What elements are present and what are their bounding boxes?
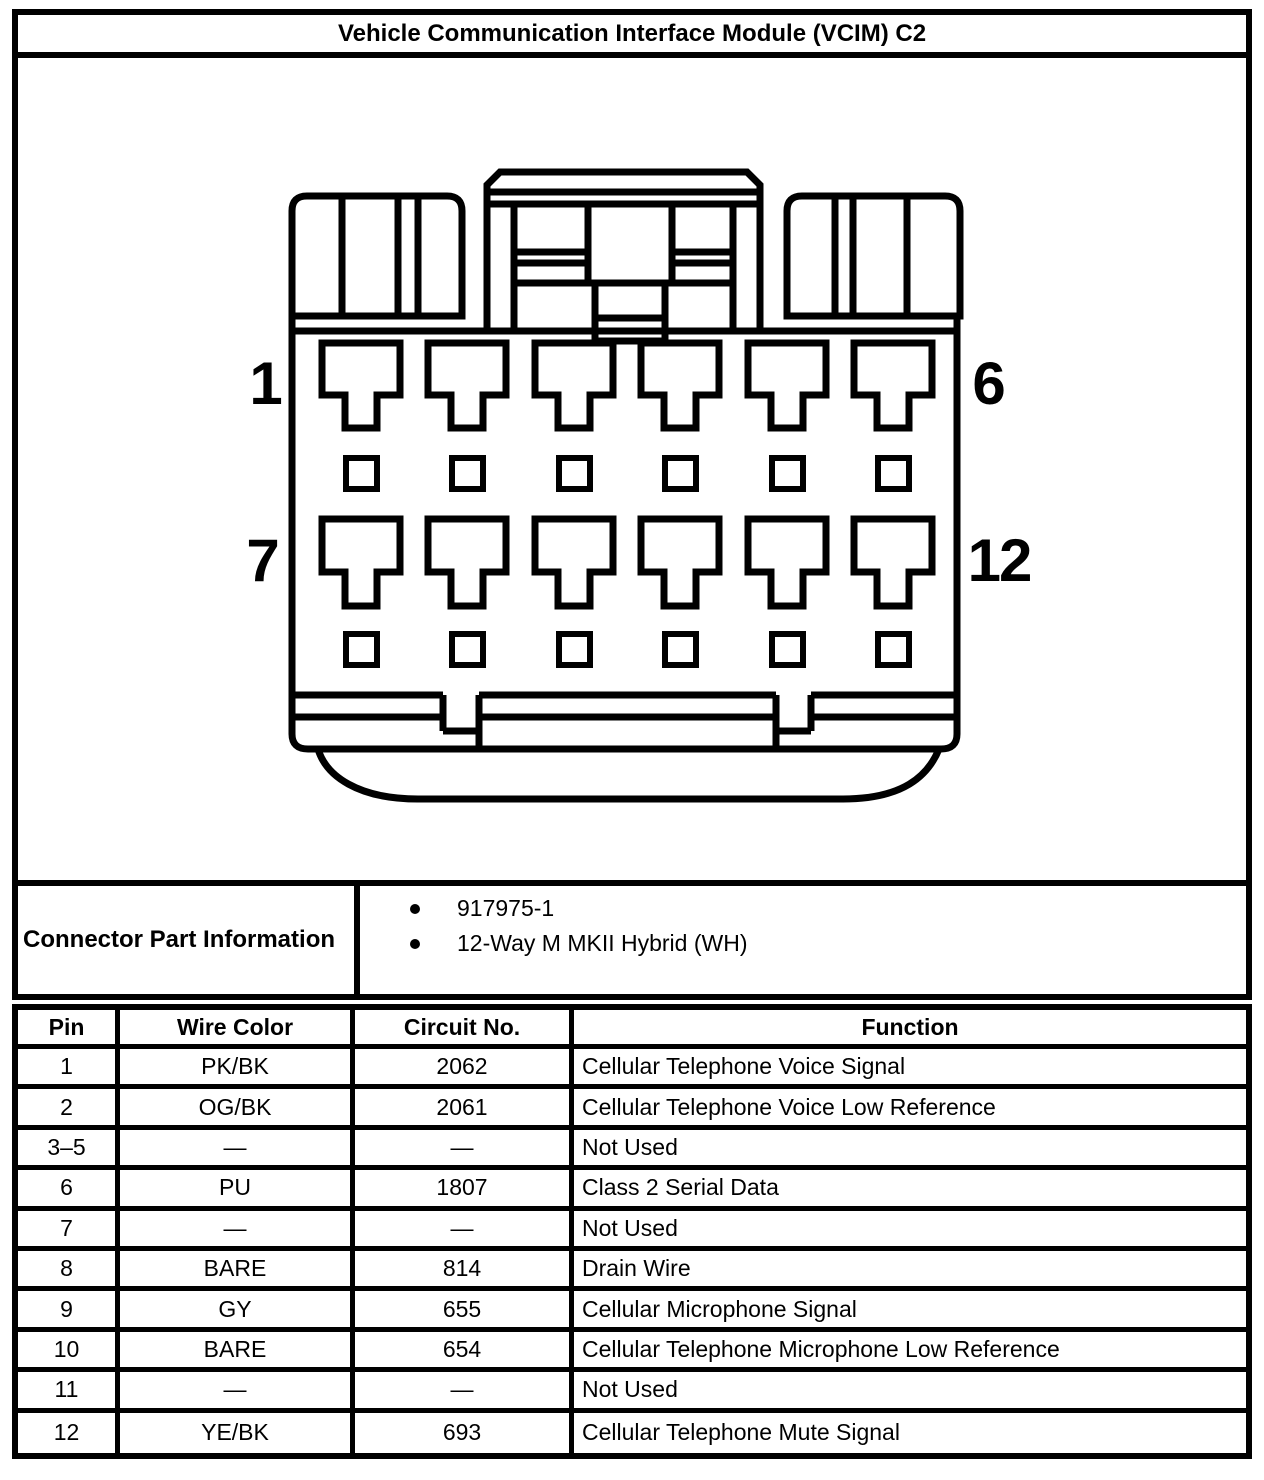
- function-cell: Cellular Microphone Signal: [574, 1291, 1246, 1331]
- wire-color-cell: —: [120, 1372, 355, 1412]
- part-info-item: [360, 891, 1246, 926]
- function-cell: Cellular Telephone Microphone Low Reference: [574, 1332, 1246, 1372]
- function-cell: Class 2 Serial Data: [574, 1170, 1246, 1210]
- pinout-table: [12, 1004, 1252, 1459]
- bullet-icon: [410, 904, 420, 914]
- pin-cell: 8: [18, 1251, 120, 1291]
- circuit-cell: 2061: [355, 1089, 574, 1129]
- wire-color-cell: —: [120, 1130, 355, 1170]
- part-number: 917975-1: [457, 895, 555, 921]
- pin-cell: 2: [18, 1089, 120, 1129]
- pin-cell: 11: [18, 1372, 120, 1412]
- col-header-wire-color: Wire Color: [120, 1010, 355, 1049]
- wire-color-cell: PK/BK: [120, 1049, 355, 1089]
- col-header-function: Function: [574, 1010, 1246, 1049]
- circuit-cell: 655: [355, 1291, 574, 1331]
- circuit-cell: 2062: [355, 1049, 574, 1089]
- pin-cell: 12: [18, 1413, 120, 1453]
- wire-color-cell: PU: [120, 1170, 355, 1210]
- circuit-cell: 693: [355, 1413, 574, 1453]
- pin-cell: 6: [18, 1170, 120, 1210]
- pin-cell: 1: [18, 1049, 120, 1089]
- function-cell: Not Used: [574, 1372, 1246, 1412]
- pin-cell: 3–5: [18, 1130, 120, 1170]
- diagram-panel: [12, 9, 1252, 886]
- function-cell: Cellular Telephone Voice Low Reference: [574, 1089, 1246, 1129]
- page-title: Vehicle Communication Interface Module (VCIM) C2: [18, 15, 1246, 58]
- pin-cell: 9: [18, 1291, 120, 1331]
- function-cell: Drain Wire: [574, 1251, 1246, 1291]
- connector-pin7-label: 7: [246, 527, 278, 594]
- circuit-cell: 814: [355, 1251, 574, 1291]
- bullet-icon: [410, 939, 420, 949]
- pin-cell: 10: [18, 1332, 120, 1372]
- wire-color-cell: YE/BK: [120, 1413, 355, 1453]
- connector-pin6-label: 6: [972, 350, 1004, 417]
- function-cell: Not Used: [574, 1130, 1246, 1170]
- wire-color-cell: OG/BK: [120, 1089, 355, 1129]
- part-info-list: [360, 886, 1246, 994]
- circuit-cell: 654: [355, 1332, 574, 1372]
- col-header-circuit-no: Circuit No.: [355, 1010, 574, 1049]
- circuit-cell: —: [355, 1130, 574, 1170]
- connector-type: 12-Way M MKII Hybrid (WH): [457, 930, 748, 956]
- part-info-item: [360, 926, 1246, 961]
- circuit-cell: —: [355, 1372, 574, 1412]
- wire-color-cell: GY: [120, 1291, 355, 1331]
- connector-pin1-label: 1: [249, 350, 281, 417]
- function-cell: Cellular Telephone Voice Signal: [574, 1049, 1246, 1089]
- connector-pin12-label: 12: [967, 527, 1031, 594]
- function-cell: Cellular Telephone Mute Signal: [582, 1419, 900, 1446]
- pin-cell: 7: [18, 1211, 120, 1251]
- connector-part-info-section: [12, 880, 1252, 1000]
- circuit-cell: —: [355, 1211, 574, 1251]
- wire-color-cell: —: [120, 1211, 355, 1251]
- wire-color-cell: BARE: [120, 1251, 355, 1291]
- wire-color-cell: BARE: [120, 1332, 355, 1372]
- circuit-cell: 1807: [355, 1170, 574, 1210]
- col-header-pin: Pin: [18, 1010, 120, 1049]
- function-cell: Not Used: [574, 1211, 1246, 1251]
- part-info-label: Connector Part Information: [18, 886, 360, 994]
